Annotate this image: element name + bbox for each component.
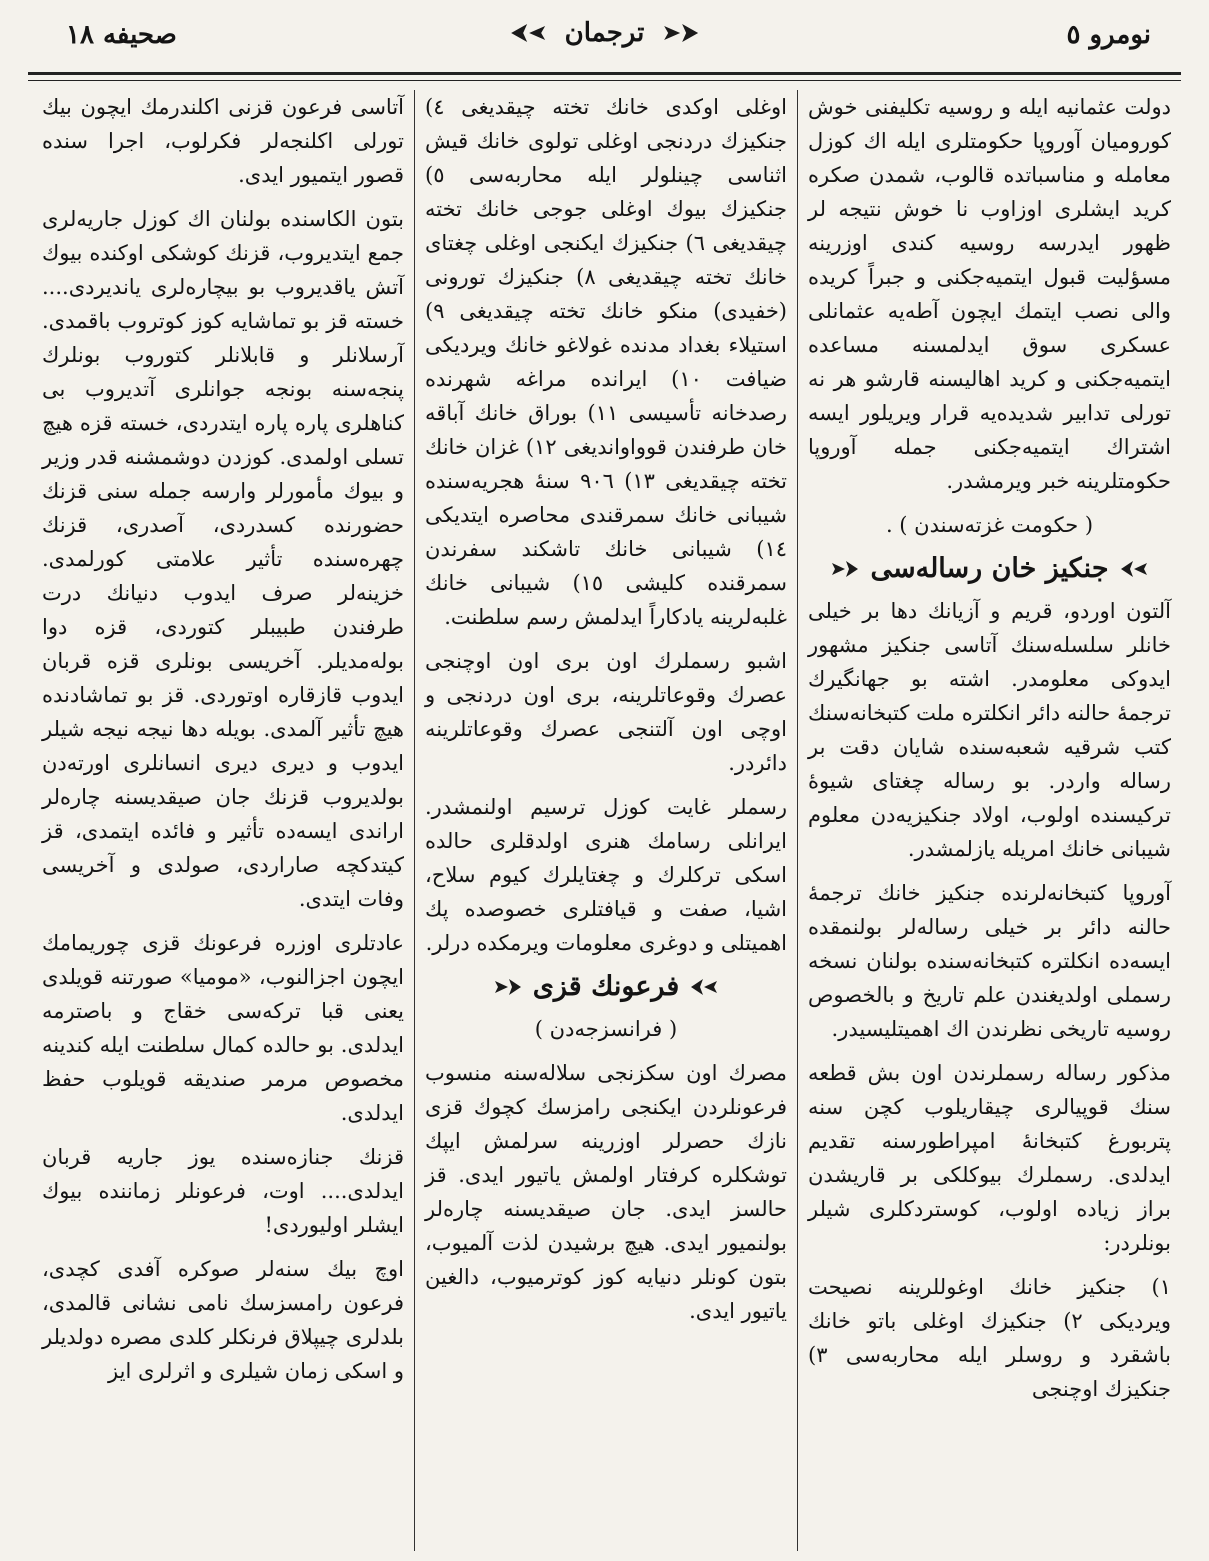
masthead — [28, 14, 1181, 75]
paragraph: اوغلی اوكدی خانك تخته چيقديغی ٤) جنكيزك دردنجی اوغلی تولوی خانك قيش اثناسی چينلولر ايله محاربه‌سی ٥) جنكيزك بيوك اوغلی جوجی خانك تخته چيقديغی ٦) جنكيزك ايكنجی اوغلی چغتای خانك تخته چيقديغی ٨) جنكيزك تورونی (خفيدی) منكو خانك تخته چيقديغی ٩) استيلاء بغداد مدنده غولاغو خانك ويرديكی ضيافت ١٠) ايرانده مراغه شهرنده رصدخانه تأسيسی ١١) بوراق خانك آباقه خان طرفندن قوواوانديغی ١٢) غزان خانك تخته چيقديغی ١٣) ٩٠٦ سنهٔ هجريه‌سنده شيبانی خانك سمرقندی محاصره ايتديكی ١٤) شيبانی خانك تاشكند سفرندن سمرقنده كليشی ١٥) شيبانی خانك غلبه‌لرينه يادكاراً ايدلمش رسم سلطنت. — [425, 95, 788, 629]
article-columns — [28, 90, 1181, 1551]
paragraph: آتاسی فرعون قزنی اكلندرمك ايچون بيك تورلی اكلنجه‌لر فكرلوب، اجرا سنده قصور ايتميور ايدی. — [42, 95, 404, 187]
article-heading-genghis — [808, 552, 1171, 586]
header-rule — [28, 80, 1181, 81]
heading-ornament-icon — [493, 977, 523, 997]
article-heading-pharaoh — [425, 970, 787, 1004]
heading-text: فرعونك قزی — [532, 971, 680, 1002]
paragraph: مذكور رساله رسملرندن اون بش قطعه سنك قوپيالری چيقاريلوب كچن سنه پتربورغ كتبخانهٔ امپراطورسنه تقديم ايدلدی. رسملرك بيوكلكی بر قاريشدن براز زياده اولوب، كوستردكلری شيلر بونلردر: — [808, 1061, 1171, 1255]
heading-ornament-icon — [1119, 559, 1149, 579]
masthead-title-block — [509, 16, 701, 50]
paragraph: آوروپا كتبخانه‌لرنده جنكيز خانك ترجمهٔ حالنه دائر بر خيلی رساله‌لر بولنمقده ايسه‌ده انكلتره كتبخانه‌سنده بولنان نسخه رسملی اولديغندن علم تاريخ و بالخصوص روسيه تاريخی نظرندن اك اهميتليسيدر. — [808, 881, 1171, 1041]
paragraph: ١) جنكيز خانك اوغوللرينه نصيحت ويرديكی ٢) جنكيزك اوغلی باتو خانك باشقرد و روسلر ايله محاربه‌سی ٣) جنكيزك اوچنجی — [808, 1275, 1171, 1401]
source-credit: ( حكومت غزته‌سندن ) . — [885, 513, 1094, 537]
column-left — [32, 90, 415, 1551]
subheading: ( فرانسزجه‌دن ) — [534, 1017, 678, 1041]
paragraph: رسملر غايت كوزل ترسيم اولنمشدر. ايرانلی رسامك هنری اولدقلری حالده اسكی تركلرك و چغتايلرك كيوم سلاح، اشيا، صفت و قيافتلری خصوصده پك اهميتلی و دوغری معلومات ويرمكده درلر. — [425, 795, 787, 955]
column-right — [798, 90, 1181, 1551]
paragraph: دولت عثمانيه ايله و روسيه تكليفنی خوش كوروميان آوروپا حكومتلری ايله اك كوزل معامله و مناسباتده قالوب، شمدن صكره كريد ايشلری اوزاوب نا خوش نتيجه لر ظهور ايدرسه روسيه كندی اوزرينه مسؤليت قبول ايتميه‌جكنی و جبراً كريده والی نصب ايتمك ايچون آطه‌يه عثمانلی عسكری سوق ايدلمسنه مساعده ايتميه‌جكنی و كريد اهاليسنه قارشو هر نه تورلی تدابير شديده‌يه قرار ويريلور ايسه اشتراك ايتميه‌جكنی جمله آوروپا حكومتلرينه خبر ويرمشدر. — [808, 95, 1171, 493]
paragraph: اوچ بيك سنه‌لر صوكره آفدی كچدی، فرعون رامسزسك نامی نشانی قالمدی، بلدلری چيپلاق فرنكلر كلدی مصره دولديلر و اسكی زمان شيلری و اثرلری ايز — [42, 1257, 404, 1383]
heading-ornament-icon — [689, 977, 719, 997]
paragraph: عادتلری اوزره فرعونك قزی چوريمامك ايچون اجزالنوب، «موميا» صورتنه قويلدی يعنی قبا تركه‌سی خقاج و باصترمه ايدلدی. بو حالده كمال سلطنت ايله كندينه مخصوص مرمر صنديقه قويلوب حفظ ايدلدی. — [42, 931, 404, 1125]
paragraph: آلتون اوردو، قريم و آزيانك دها بر خيلی خانلر سلسله‌سنك آتاسی جنكيز مشهور ايدوكی معلومدر. اشته بو جهانگيرك ترجمهٔ حالنه دائر انكلتره ملت كتبخانه‌سنك كتب شرقيه شعبه‌سنده شايان دقت بر رساله واردر. بو رساله چغتای شيوهٔ تركيسنده اولوب، اولاد جنكيزيه‌دن معلوم شيبانی خانك امريله يازلمشدر. — [808, 599, 1171, 861]
issue-number: نومرو ٥ — [1066, 20, 1151, 50]
heading-text: جنكيز خان رساله‌سی — [870, 553, 1109, 584]
page-number: صحيفه ١٨ — [66, 20, 177, 50]
paragraph: اشبو رسملرك اون بری اون اوچنجی عصرك وقوعاتلرينه، بری اون دردنجی و اوچی اون آلتنجی عصرك وقوعاتلرينه دائردر. — [425, 649, 787, 775]
column-middle — [415, 90, 798, 1551]
paragraph: مصرك اون سكزنجی سلاله‌سنه منسوب فرعونلردن ايكنجی رامزسك كچوك قزی نازك حصرلر اوزرينه سرلمش ايپك توشكلره كرفتار اولمش ياتيور ايدی. قز حالسز ايدی. جان صيقديسنه چاره‌لر بولنميور ايدی. هيچ برشيدن لذت آلميوب، بتون كونلر دنيايه كوز كوترميوب، دالغين ياتيور ايدی. — [425, 1061, 787, 1323]
newspaper-title: ترجمان — [564, 18, 645, 48]
paragraph: قزنك جنازه‌سنده يوز جاريه قربان ايدلدی.... اوت، فرعونلر زماننده بيوك ايشلر اوليوردی! — [42, 1145, 404, 1237]
right-ornament-icon — [660, 20, 700, 46]
heading-ornament-icon — [830, 559, 860, 579]
left-ornament-icon — [509, 20, 549, 46]
paragraph: بتون الكاسنده بولنان اك كوزل جاريه‌لری جمع ايتديروب، قزنك كوشكی اوكنده بيوك آتش ياقديروب بو بيچاره‌لری يانديردی.... خسته قز بو تماشايه كوز كوتروب باقمدی. آرسلانلر و قابلانلر كتوروب بونلرك پنجه‌سنه بونجه جوانلری آتديروب بی كناهلری پاره پاره ايتدردی، خسته قزه هيچ تسلی اولمدی. كوزدن دوشمشنه قدر وزير و بيوك مأمورلر وارسه جمله سنی قزنك حضورنده كسدردی، آصدری، قزنك چهره‌سنده تأثير علامتی كورلمدی. خزينه‌لر صرف ايدوب دنيانك درت طرفندن طبيبلر كتوردی، قزه دوا بوله‌مديلر. آخريسی بونلری قزه قربان ايدوب قازقاره اوتوردی. قز بو تماشادنده هيچ تأثير آلمدی. بويله دها نيجه نيجه شيلر ايدوب و ديری ديری انسانلری اورته‌دن بولديروب قزنك جان صيقديسنه چاره‌لر اراندی ايسه‌ده تأثير و فائده ايتمدی، قز كيتدكچه صاراردی، صولدی و آخريسی وفات ايتدی. — [42, 207, 404, 911]
